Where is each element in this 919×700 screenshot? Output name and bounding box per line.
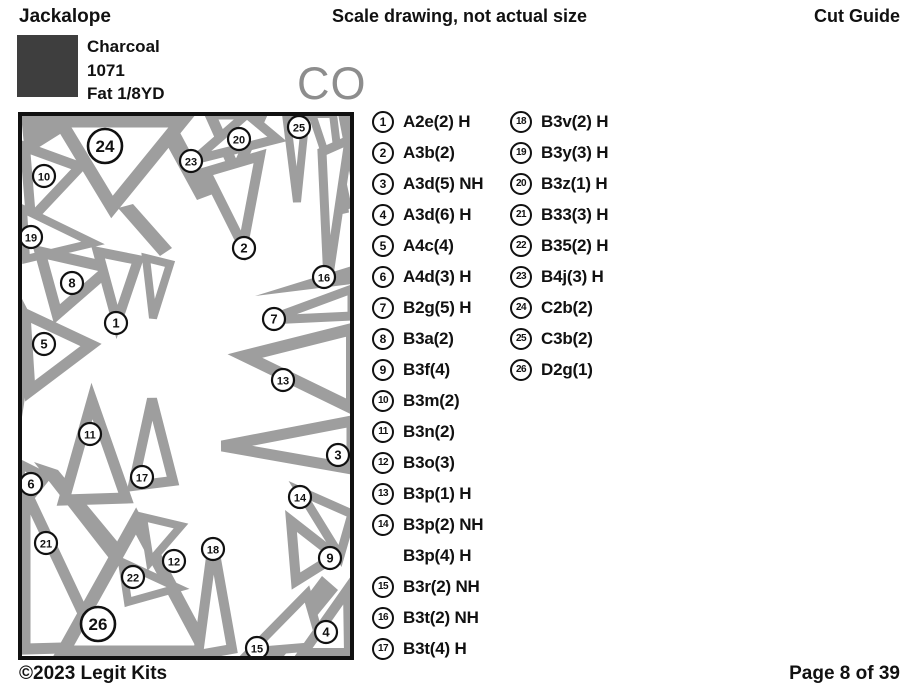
legend-item — [510, 199, 608, 230]
legend-number-badge: 18 — [510, 111, 532, 133]
legend-piece-label: B3m(2) — [403, 390, 460, 410]
legend-number-badge: 19 — [510, 142, 532, 164]
legend-number-badge: 8 — [372, 328, 394, 350]
legend-number-badge: 12 — [372, 452, 394, 474]
piece-circle-number: 2 — [240, 240, 248, 256]
legend-piece-label: B3z(1) H — [541, 173, 608, 193]
piece-circle-number: 24 — [95, 137, 115, 156]
legend-piece-label: B3y(3) H — [541, 142, 609, 162]
legend-number-badge: 25 — [510, 328, 532, 350]
copyright-text: ©2023 Legit Kits — [19, 663, 168, 684]
piece-circle-number: 17 — [135, 472, 149, 485]
piece-circle-number: 8 — [68, 275, 76, 291]
legend-column-1 — [372, 106, 483, 664]
piece-circle-number: 1 — [112, 315, 120, 331]
legend-piece-label: A4c(4) — [403, 235, 454, 255]
legend-number-badge: 15 — [372, 576, 394, 598]
legend-piece-label: B3t(4) H — [403, 638, 467, 658]
page-title: Jackalope — [19, 6, 111, 27]
legend-number-badge: 11 — [372, 421, 394, 443]
legend-piece-label: B3r(2) NH — [403, 576, 480, 596]
legend-piece-label: B3o(3) — [403, 452, 455, 472]
legend-number-badge: 20 — [510, 173, 532, 195]
legend-piece-label: B3p(1) H — [403, 483, 472, 503]
legend-number-badge: 22 — [510, 235, 532, 257]
legend-number-badge: 21 — [510, 204, 532, 226]
legend-piece-label: A3b(2) — [403, 142, 455, 162]
legend-item — [372, 168, 483, 199]
legend-piece-label: B3p(4) H — [403, 545, 472, 565]
legend-item — [372, 354, 483, 385]
piece-circle-number: 14 — [293, 492, 307, 505]
legend-piece-label: B3a(2) — [403, 328, 454, 348]
legend-item — [372, 137, 483, 168]
legend-item — [372, 509, 483, 540]
piece-circle-number: 11 — [84, 429, 96, 442]
piece-circle-number: 22 — [126, 572, 140, 585]
fabric-info — [87, 35, 164, 106]
legend-piece-label: B3n(2) — [403, 421, 455, 441]
legend-item — [510, 168, 608, 199]
cut-layout-diagram — [18, 112, 354, 660]
legend-item — [510, 106, 608, 137]
legend-column-2 — [510, 106, 608, 385]
legend-item — [372, 571, 483, 602]
legend-item — [510, 137, 608, 168]
legend-item — [372, 416, 483, 447]
legend-item — [372, 478, 483, 509]
piece-circle-number: 21 — [39, 538, 53, 551]
piece-circle-number: 4 — [322, 624, 330, 640]
legend-item — [372, 540, 483, 571]
legend-number-badge: 10 — [372, 390, 394, 412]
piece-circle-number: 12 — [167, 556, 181, 569]
legend-number-badge: 17 — [372, 638, 394, 660]
fabric-swatch — [17, 35, 78, 97]
legend-number-badge: 23 — [510, 266, 532, 288]
legend-piece-label: C2b(2) — [541, 297, 593, 317]
legend-item — [510, 292, 608, 323]
scale-note: Scale drawing, not actual size — [331, 6, 588, 26]
fabric-cut: Fat 1/8YD — [87, 84, 165, 103]
legend-item — [510, 261, 608, 292]
legend-piece-label: D2g(1) — [541, 359, 593, 379]
piece-circle-number: 20 — [232, 134, 246, 147]
piece-shapes — [20, 114, 352, 657]
piece-circle-number: 9 — [326, 550, 334, 566]
legend-number-badge: 7 — [372, 297, 394, 319]
legend-piece-label: B35(2) H — [541, 235, 609, 255]
legend-piece-label: B3p(2) NH — [403, 514, 484, 534]
piece-circle-number: 25 — [292, 122, 306, 135]
piece-circle-number: 13 — [276, 375, 290, 388]
legend-piece-label: C3b(2) — [541, 328, 593, 348]
legend-item — [372, 199, 483, 230]
legend-number-badge: 3 — [372, 173, 394, 195]
legend-number-badge: 13 — [372, 483, 394, 505]
fabric-number: 1071 — [87, 60, 125, 80]
legend-item — [372, 261, 483, 292]
legend-piece-label: B33(3) H — [541, 204, 609, 224]
legend-piece-label: A3d(6) H — [403, 204, 472, 224]
legend-item — [372, 292, 483, 323]
legend-item — [372, 602, 483, 633]
legend-piece-label: A2e(2) H — [403, 111, 471, 131]
legend-piece-label: B3v(2) H — [541, 111, 609, 131]
legend-item — [510, 354, 608, 385]
piece-circle-number: 5 — [40, 336, 48, 352]
piece-circle-number: 15 — [250, 643, 264, 656]
legend-number-badge: 6 — [372, 266, 394, 288]
legend-number-badge: 24 — [510, 297, 532, 319]
legend-item — [510, 230, 608, 261]
piece-circle-number: 19 — [24, 232, 38, 245]
legend-number-badge: 26 — [510, 359, 532, 381]
legend-number-badge: 1 — [372, 111, 394, 133]
legend-piece-label: B4j(3) H — [541, 266, 604, 286]
legend-item — [372, 323, 483, 354]
legend-number-badge: 5 — [372, 235, 394, 257]
legend-piece-label: B3f(4) — [403, 359, 450, 379]
legend-number-badge: 2 — [372, 142, 394, 164]
piece-circle-number: 7 — [270, 311, 278, 327]
legend-number-badge: 9 — [372, 359, 394, 381]
piece-circle-number: 26 — [88, 615, 108, 634]
legend-item — [372, 230, 483, 261]
legend-piece-label: A3d(5) NH — [403, 173, 484, 193]
piece-circle-number: 23 — [184, 156, 198, 169]
legend-piece-label: B3t(2) NH — [403, 607, 479, 627]
piece-circle-number: 18 — [206, 544, 220, 557]
legend-item — [510, 323, 608, 354]
cut-guide-label: Cut Guide — [814, 6, 900, 26]
piece-circle-number: 16 — [317, 272, 331, 285]
piece-circle-number: 3 — [334, 447, 342, 463]
legend-item — [372, 106, 483, 137]
legend-item — [372, 447, 483, 478]
page-number: Page 8 of 39 — [789, 663, 900, 684]
legend-item — [372, 633, 483, 664]
piece-circle-number: 10 — [37, 171, 51, 184]
legend-number-badge: 16 — [372, 607, 394, 629]
legend-number-badge: 4 — [372, 204, 394, 226]
fabric-color-code: CO — [297, 58, 367, 109]
legend-piece-label: B2g(5) H — [403, 297, 472, 317]
piece-circle-number: 6 — [27, 476, 35, 492]
legend-item — [372, 385, 483, 416]
fabric-name: Charcoal — [87, 37, 160, 56]
legend-piece-label: A4d(3) H — [403, 266, 472, 286]
legend-number-badge: 14 — [372, 514, 394, 536]
